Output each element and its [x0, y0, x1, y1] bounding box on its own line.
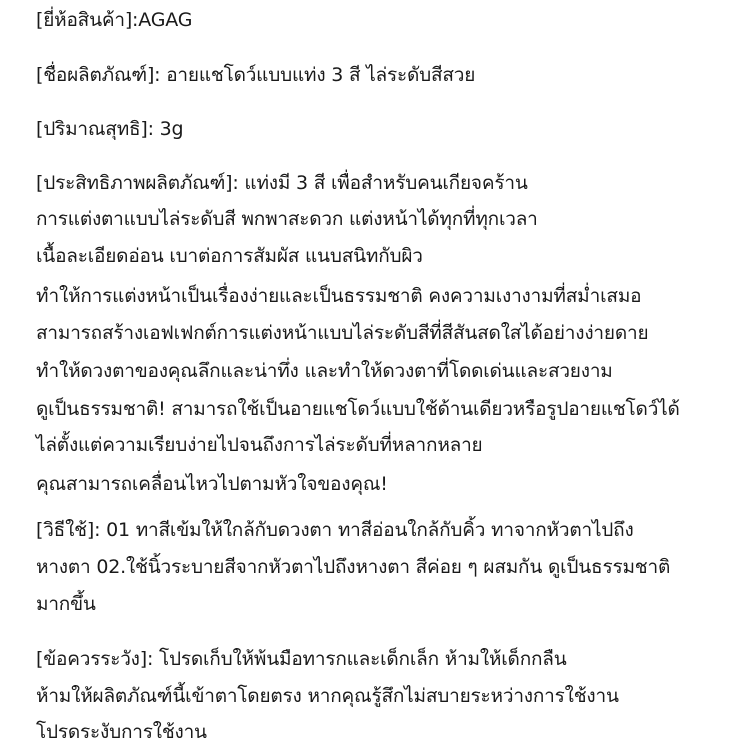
caution-line: ห้ามให้ผลิตภัณฑ์นี้เข้าตาโดยตรง หากคุณรู้สึกไม่สบายระหว่างการใช้งาน [36, 685, 619, 707]
efficacy-line: สามารถสร้างเอฟเฟกต์การแต่งหน้าแบบไล่ระดับสีที่สีสันสดใสได้อย่างง่ายดาย [36, 322, 649, 344]
efficacy-line: ทำให้การแต่งหน้าเป็นเรื่องง่ายและเป็นธรรมชาติ คงความเงางามที่สม่ำเสมอ [36, 285, 642, 307]
efficacy-line: การแต่งตาแบบไล่ระดับสี พกพาสะดวก แต่งหน้าได้ทุกที่ทุกเวลา [36, 208, 538, 230]
efficacy-line: คุณสามารถเคลื่อนไหวไปตามหัวใจของคุณ! [36, 473, 388, 495]
caution-line: [ข้อควรระวัง]: โปรดเก็บให้พ้นมือทารกและเด็กเล็ก ห้ามให้เด็กกลืน [36, 648, 567, 670]
caution-line: โปรดระงับการใช้งาน [36, 721, 207, 743]
brand-line: [ยี่ห้อสินค้า]:AGAG [36, 9, 193, 31]
usage-line: หางตา 02.ใช้นิ้วระบายสีจากหัวตาไปถึงหางตา สีค่อย ๆ ผสมกัน ดูเป็นธรรมชาติ [36, 556, 671, 578]
efficacy-line: ทำให้ดวงตาของคุณลึกและน่าทึ่ง และทำให้ดวงตาที่โดดเด่นและสวยงาม [36, 360, 613, 382]
efficacy-line: [ประสิทธิภาพผลิตภัณฑ์]: แท่งมี 3 สี เพื่อสำหรับคนเกียจคร้าน [36, 172, 528, 194]
efficacy-line: ไล่ตั้งแต่ความเรียบง่ายไปจนถึงการไล่ระดับที่หลากหลาย [36, 434, 483, 456]
usage-line: [วิธีใช้]: 01 ทาสีเข้มให้ใกล้กับดวงตา ทาสีอ่อนใกล้กับคิ้ว ทาจากหัวตาไปถึง [36, 519, 634, 541]
efficacy-line: เนื้อละเอียดอ่อน เบาต่อการสัมผัส แนบสนิทกับผิว [36, 245, 423, 267]
net-quantity-line: [ปริมาณสุทธิ]: 3g [36, 118, 184, 140]
usage-line: มากขึ้น [36, 593, 96, 615]
product-name-line: [ชื่อผลิตภัณฑ์]: อายแชโดว์แบบแท่ง 3 สี ไล่ระดับสีสวย [36, 64, 476, 86]
efficacy-line: ดูเป็นธรรมชาติ! สามารถใช้เป็นอายแชโดว์แบบใช้ด้านเดียวหรือรูปอายแชโดว์ได้ [36, 398, 680, 420]
